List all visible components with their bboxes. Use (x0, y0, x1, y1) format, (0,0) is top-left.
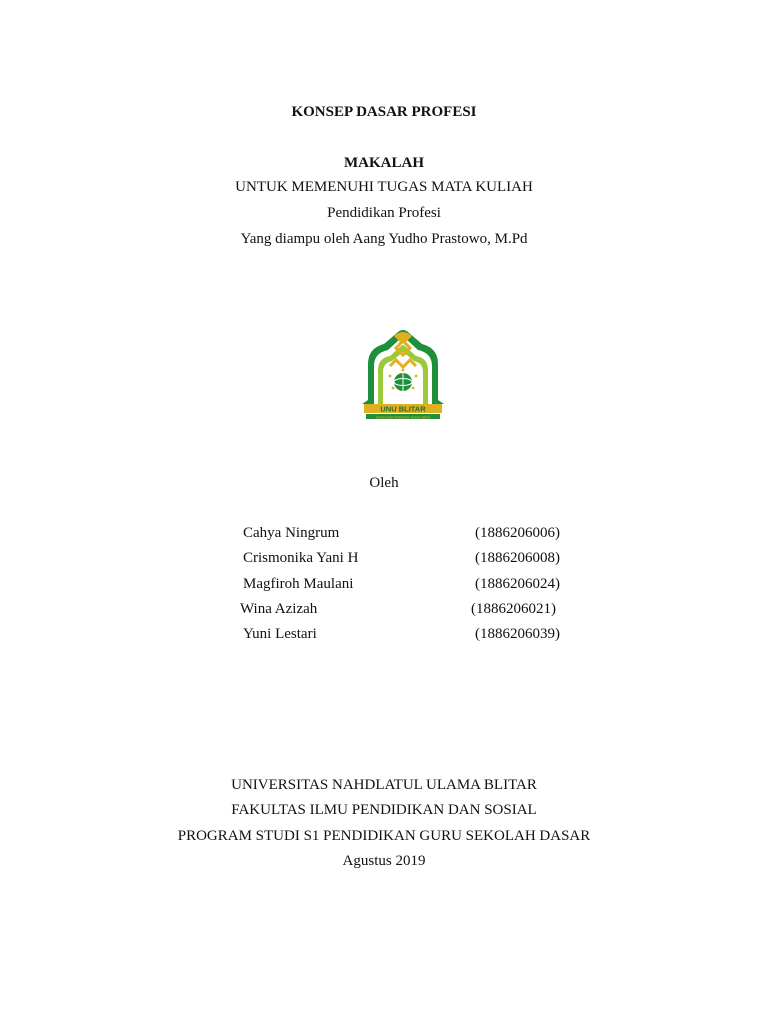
document-title: KONSEP DASAR PROFESI (291, 104, 477, 120)
faculty-name: FAKULTAS ILMU PENDIDIKAN DAN SOSIAL (231, 802, 537, 818)
member-name: Yuni Lestari (243, 626, 317, 642)
member-id: (1886206039) (475, 626, 560, 642)
authors-label: Oleh (369, 475, 399, 491)
document-type: MAKALAH (344, 155, 424, 171)
university-logo (360, 326, 446, 420)
member-id: (1886206021) (471, 601, 556, 617)
logo-name: UNU BLITAR (380, 404, 426, 414)
document-purpose: UNTUK MEMENUHI TUGAS MATA KULIAH (235, 179, 533, 195)
unu-blitar-logo-icon (360, 326, 446, 420)
member-name: Crismonika Yani H (243, 550, 359, 566)
member-id: (1886206024) (475, 576, 560, 592)
document-date: Agustus 2019 (342, 853, 426, 869)
member-id: (1886206006) (475, 525, 560, 541)
member-name: Cahya Ningrum (243, 525, 340, 541)
course-name: Pendidikan Profesi (327, 205, 441, 221)
program-name: PROGRAM STUDI S1 PENDIDIKAN GURU SEKOLAH DASAR (177, 828, 591, 844)
member-id: (1886206008) (475, 550, 560, 566)
member-name: Wina Azizah (240, 601, 318, 617)
member-name: Magfiroh Maulani (243, 576, 354, 592)
logo-subtitle: Universitas Nahdlatul Ulama Blitar (375, 415, 431, 420)
lecturer-line: Yang diampu oleh Aang Yudho Prastowo, M.Pd (240, 231, 528, 247)
university-name: UNIVERSITAS NAHDLATUL ULAMA BLITAR (231, 777, 537, 793)
